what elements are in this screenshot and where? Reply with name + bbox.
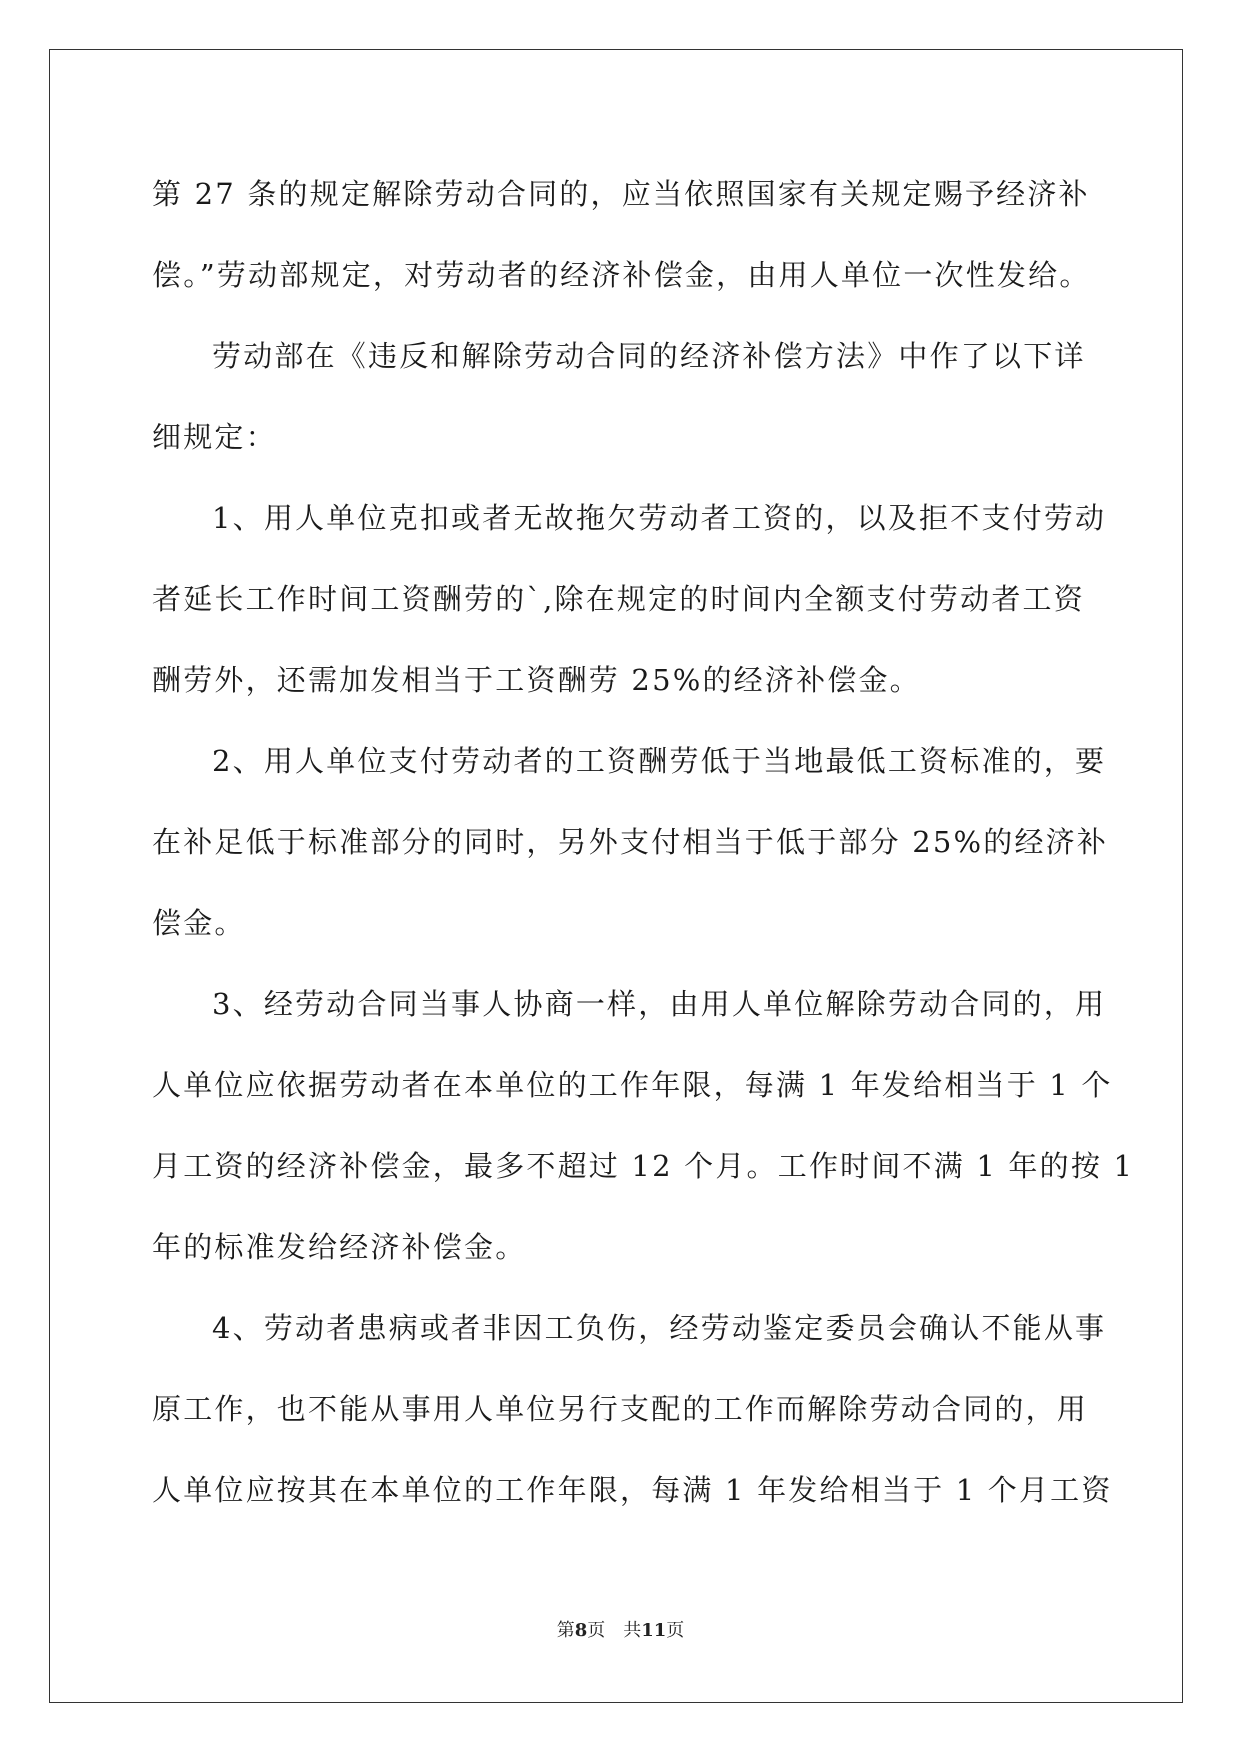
document-body xyxy=(152,154,1135,1531)
text-line-11: 3、经劳动合同当事人协商一样，由用人单位解除劳动合同的，用 xyxy=(212,987,1107,1021)
text-line-12: 人单位应依据劳动者在本单位的工作年限，每满 1 年发给相当于 1 个 xyxy=(152,1068,1113,1102)
text-line-1: 第 27 条的规定解除劳动合同的，应当依照国家有关规定赐予经济补 xyxy=(152,177,1090,211)
text-line-6: 者延长工作时间工资酬劳的`,除在规定的时间内全额支付劳动者工资 xyxy=(152,582,1085,616)
footer-total-prefix: 共 xyxy=(623,1620,642,1641)
footer-page-number: 8 xyxy=(574,1620,588,1641)
footer-page-prefix: 第 xyxy=(556,1620,575,1641)
text-line-17: 人单位应按其在本单位的工作年限，每满 1 年发给相当于 1 个月工资 xyxy=(152,1473,1113,1507)
text-line-8: 2、用人单位支付劳动者的工资酬劳低于当地最低工资标准的，要 xyxy=(212,744,1107,778)
text-line-5: 1、用人单位克扣或者无故拖欠劳动者工资的，以及拒不支付劳动 xyxy=(212,501,1107,535)
footer-total-pages: 11 xyxy=(641,1620,667,1641)
text-line-4: 细规定： xyxy=(152,420,277,454)
page-footer xyxy=(0,1619,1241,1643)
text-line-16: 原工作，也不能从事用人单位另行支配的工作而解除劳动合同的，用 xyxy=(152,1392,1089,1426)
text-line-14: 年的标准发给经济补偿金。 xyxy=(152,1230,527,1264)
text-line-9: 在补足低于标准部分的同时，另外支付相当于低于部分 25%的经济补 xyxy=(152,825,1109,859)
text-line-10: 偿金。 xyxy=(152,906,246,940)
text-line-15: 4、劳动者患病或者非因工负伤，经劳动鉴定委员会确认不能从事 xyxy=(212,1311,1107,1345)
text-line-2: 偿。”劳动部规定，对劳动者的经济补偿金，由用人单位一次性发给。 xyxy=(152,258,1091,292)
footer-page-suffix: 页 xyxy=(587,1620,606,1641)
text-line-7: 酬劳外，还需加发相当于工资酬劳 25%的经济补偿金。 xyxy=(152,663,921,697)
footer-total-suffix: 页 xyxy=(666,1620,685,1641)
text-line-3: 劳动部在《违反和解除劳动合同的经济补偿方法》中作了以下详 xyxy=(212,339,1086,373)
text-line-13: 月工资的经济补偿金，最多不超过 12 个月。工作时间不满 1 年的按 1 xyxy=(152,1149,1135,1183)
